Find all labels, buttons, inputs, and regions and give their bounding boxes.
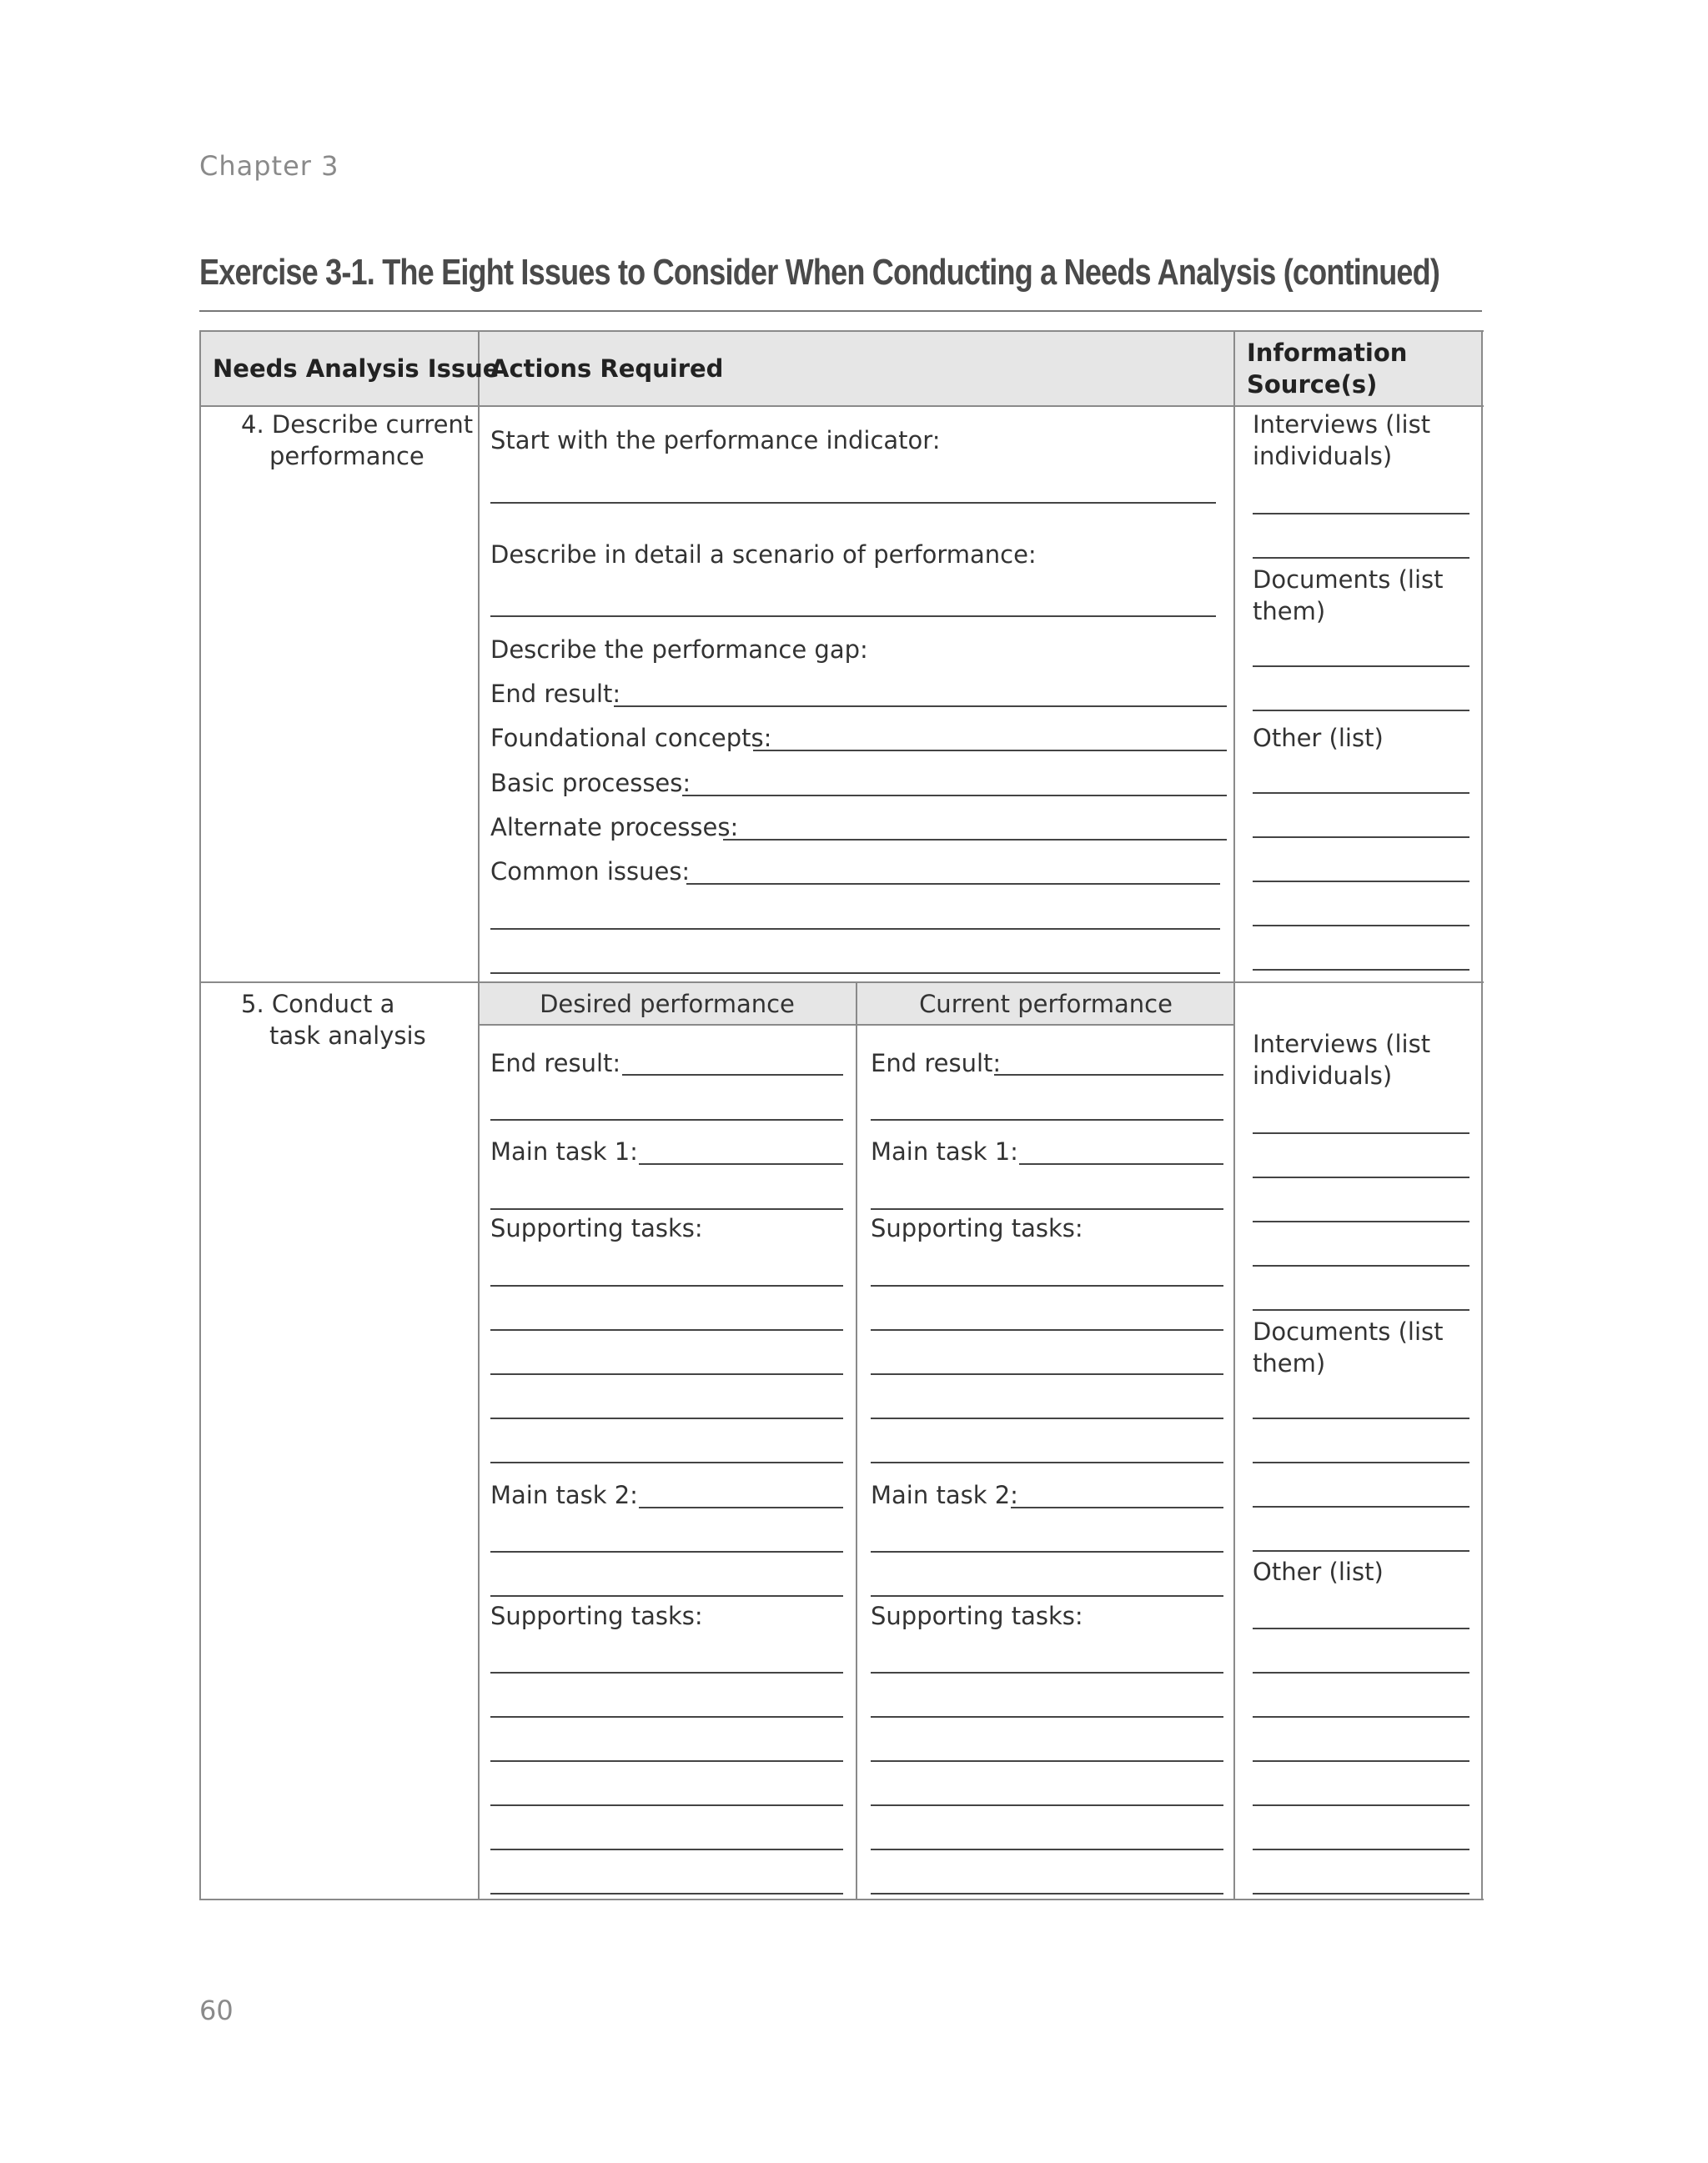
desired-current-divider [856,981,857,1900]
current-supporting-line[interactable] [871,1893,1223,1895]
current-supporting-line[interactable] [871,1329,1223,1331]
current-performance-header: Current performance [919,990,1173,1018]
sources-4-other-blank[interactable] [1253,881,1469,882]
sources-5-interviews-blank[interactable] [1253,1309,1469,1311]
scenario-line[interactable] [490,615,1216,617]
basic-processes-line[interactable] [682,795,1227,796]
sources-5-other-blank[interactable] [1253,1716,1469,1718]
current-end-result-line[interactable] [994,1074,1223,1076]
desired-supporting-line[interactable] [490,1849,843,1850]
sources-5-documents-line2: them) [1253,1349,1326,1378]
desired-supporting-tasks-2-label: Supporting tasks: [490,1602,703,1630]
current-end-result-label: End result: [871,1049,1002,1077]
sources-4-interviews-blank[interactable] [1253,557,1469,559]
sources-4-other-blank[interactable] [1253,792,1469,794]
common-issues-label: Common issues: [490,857,691,886]
desired-main-task-2-line[interactable] [639,1507,843,1508]
alternate-processes-label: Alternate processes: [490,813,739,841]
sources-5-documents-line1: Documents (list [1253,1317,1444,1346]
current-main-task-2-line[interactable] [1011,1507,1223,1508]
desired-supporting-line[interactable] [490,1716,843,1718]
desired-supporting-line[interactable] [490,1373,843,1375]
desired-supporting-line[interactable] [490,1760,843,1762]
desired-main-task-1-label: Main task 1: [490,1137,638,1166]
column-divider-2 [1233,330,1235,1900]
sources-4-documents-line2: them) [1253,597,1326,625]
header-bottom-border [199,405,1484,407]
sources-4-other-blank[interactable] [1253,969,1469,971]
current-supporting-line[interactable] [871,1716,1223,1718]
sources-5-interviews-blank[interactable] [1253,1221,1469,1222]
current-supporting-tasks-2-label: Supporting tasks: [871,1602,1083,1630]
table-bottom-border [199,1899,1484,1900]
current-supporting-line[interactable] [871,1672,1223,1674]
sources-5-interviews-line2: individuals) [1253,1061,1393,1090]
current-supporting-line[interactable] [871,1760,1223,1762]
current-main-task-1-label: Main task 1: [871,1137,1018,1166]
table-right-border [1481,330,1483,1900]
performance-gap-label: Describe the performance gap: [490,635,868,664]
current-supporting-line[interactable] [871,1849,1223,1850]
alternate-processes-line[interactable] [723,839,1227,841]
sources-5-interviews-blank[interactable] [1253,1132,1469,1134]
sources-4-other-blank[interactable] [1253,836,1469,838]
performance-indicator-label: Start with the performance indicator: [490,426,941,454]
foundational-concepts-label: Foundational concepts: [490,724,772,752]
column-divider-1 [478,330,480,1900]
desired-supporting-line[interactable] [490,1329,843,1331]
performance-indicator-line[interactable] [490,502,1216,504]
desired-supporting-tasks-1-label: Supporting tasks: [490,1214,703,1242]
current-blank-line[interactable] [871,1551,1223,1553]
column-header-sources: Information Source(s) [1247,339,1408,399]
table-top-border [199,330,1484,332]
sources-4-interviews-line2: individuals) [1253,442,1393,470]
sources-5-other-blank[interactable] [1253,1893,1469,1895]
table-left-border [199,330,201,1900]
sources-4-other: Other (list) [1253,724,1384,752]
sources-5-interviews-line1: Interviews (list [1253,1030,1431,1058]
sources-4-documents-blank[interactable] [1253,665,1469,667]
sources-5-other-blank[interactable] [1253,1628,1469,1629]
desired-blank-line[interactable] [490,1208,843,1210]
sources-5-documents-blank[interactable] [1253,1550,1469,1552]
desired-supporting-line[interactable] [490,1893,843,1895]
desired-supporting-line[interactable] [490,1285,843,1287]
desired-main-task-1-line[interactable] [639,1163,843,1165]
scenario-label: Describe in detail a scenario of performance: [490,540,1037,569]
current-supporting-line[interactable] [871,1373,1223,1375]
current-blank-line[interactable] [871,1119,1223,1121]
page-number: 60 [199,1995,234,2026]
desired-supporting-line[interactable] [490,1672,843,1674]
common-issues-line[interactable] [686,883,1220,885]
sources-4-documents-blank[interactable] [1253,710,1469,711]
sources-5-other-blank[interactable] [1253,1760,1469,1762]
current-main-task-2-label: Main task 2: [871,1481,1018,1509]
end-result-label: End result: [490,680,621,708]
current-supporting-line[interactable] [871,1285,1223,1287]
sources-5-other-blank[interactable] [1253,1804,1469,1806]
current-supporting-line[interactable] [871,1462,1223,1463]
current-blank-line[interactable] [871,1595,1223,1597]
sources-5-other-blank[interactable] [1253,1672,1469,1674]
exercise-title: Exercise 3-1. The Eight Issues to Consider When Conducting a Needs Analysis (continued) [199,252,1440,293]
desired-supporting-line[interactable] [490,1462,843,1463]
issue-4-line2: performance [269,442,424,470]
column-header-actions: Actions Required [490,354,724,383]
common-issues-line-2[interactable] [490,928,1220,930]
current-supporting-tasks-1-label: Supporting tasks: [871,1214,1083,1242]
sources-5-other: Other (list) [1253,1558,1384,1586]
sources-5-interviews-blank[interactable] [1253,1177,1469,1178]
desired-end-result-line[interactable] [622,1074,843,1076]
current-supporting-line[interactable] [871,1804,1223,1806]
sources-5-other-blank[interactable] [1253,1849,1469,1850]
current-main-task-1-line[interactable] [1019,1163,1223,1165]
desired-blank-line[interactable] [490,1119,843,1121]
desired-blank-line[interactable] [490,1595,843,1597]
sources-5-documents-blank[interactable] [1253,1418,1469,1419]
sources-4-other-blank[interactable] [1253,925,1469,926]
end-result-line[interactable] [614,705,1227,707]
sources-5-documents-blank[interactable] [1253,1462,1469,1463]
sources-5-interviews-blank[interactable] [1253,1265,1469,1267]
current-blank-line[interactable] [871,1208,1223,1210]
issue-5-line1: 5. Conduct a [241,990,395,1018]
desired-main-task-2-label: Main task 2: [490,1481,638,1509]
sources-4-documents-line1: Documents (list [1253,565,1444,594]
sources-4-interviews-blank[interactable] [1253,513,1469,514]
desired-supporting-line[interactable] [490,1418,843,1419]
issue-5-line2: task analysis [269,1021,426,1050]
desired-performance-header: Desired performance [540,990,795,1018]
column-header-issue: Needs Analysis Issue [213,354,500,383]
current-supporting-line[interactable] [871,1418,1223,1419]
row-divider [199,981,1484,983]
sources-4-interviews-line1: Interviews (list [1253,410,1431,439]
chapter-label: Chapter 3 [199,150,339,182]
basic-processes-label: Basic processes: [490,769,691,797]
issue-4-line1: 4. Describe current [241,410,474,439]
desired-end-result-label: End result: [490,1049,621,1077]
sources-5-documents-blank[interactable] [1253,1506,1469,1508]
desired-blank-line[interactable] [490,1551,843,1553]
foundational-concepts-line[interactable] [753,750,1227,751]
common-issues-line-3[interactable] [490,972,1220,974]
desired-supporting-line[interactable] [490,1804,843,1806]
